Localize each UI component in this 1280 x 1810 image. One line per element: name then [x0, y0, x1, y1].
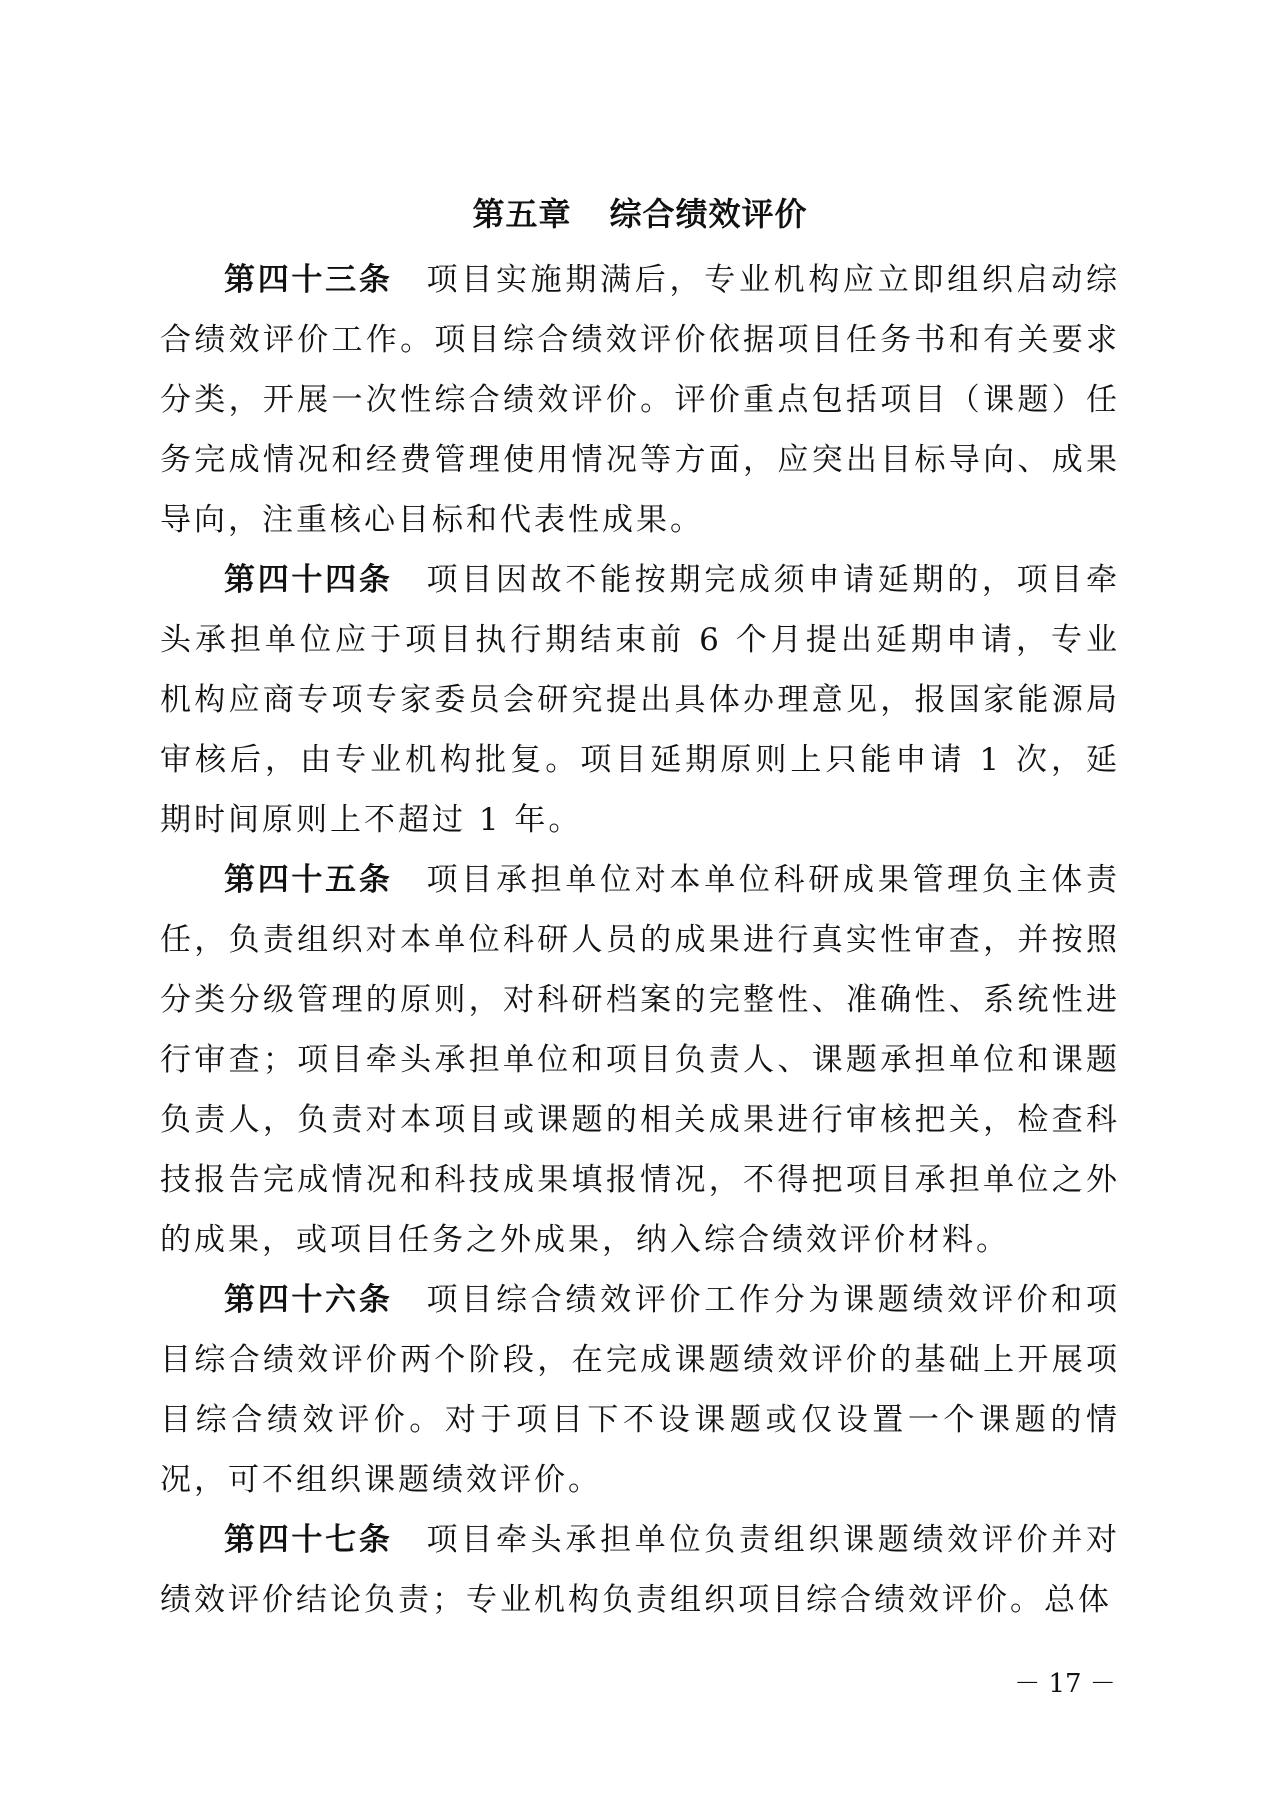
article-47-title: 第四十七条	[224, 1522, 393, 1558]
article-46-text: 项目综合绩效评价工作分为课题绩效评价和项目综合绩效评价两个阶段，在完成课题绩效评价的基础上开展项目综合绩效评价。对于项目下不设课题或仅设置一个课题的情况，可不组织课题绩效评价。	[160, 1282, 1121, 1498]
article-47-text: 项目牵头承担单位负责组织课题绩效评价并对绩效评价结论负责；专业机构负责组织项目综合绩效评价。总体	[160, 1522, 1121, 1618]
chapter-number: 第五章	[472, 195, 572, 233]
page-number: － 17 －	[1014, 1669, 1116, 1699]
article-47	[160, 1510, 1120, 1630]
article-44-text: 项目因故不能按期完成须申请延期的，项目牵头承担单位应于项目执行期结束前 6 个月提出延期申请，专业机构应商专项专家委员会研究提出具体办理意见，报国家能源局审核后，由专业机构批复。项目延期原则上只能申请 1 次，延期时间原则上不超过 1 年。	[160, 562, 1121, 838]
article-43	[160, 250, 1120, 550]
article-44	[160, 550, 1120, 850]
chapter-body	[160, 250, 1120, 1630]
article-45-title: 第四十五条	[224, 862, 393, 898]
article-45	[160, 850, 1120, 1270]
chapter-heading	[0, 194, 1280, 234]
article-46-title: 第四十六条	[224, 1282, 393, 1318]
chapter-title: 综合绩效评价	[609, 195, 808, 233]
article-46	[160, 1270, 1120, 1510]
article-45-text: 项目承担单位对本单位科研成果管理负主体责任，负责组织对本单位科研人员的成果进行真实性审查，并按照分类分级管理的原则，对科研档案的完整性、准确性、系统性进行审查；项目牵头承担单位和项目负责人、课题承担单位和课题负责人，负责对本项目或课题的相关成果进行审核把关，检查科技报告完成情况和科技成果填报情况，不得把项目承担单位之外的成果，或项目任务之外成果，纳入综合绩效评价材料。	[160, 862, 1121, 1258]
article-43-title: 第四十三条	[224, 262, 393, 298]
article-43-text: 项目实施期满后，专业机构应立即组织启动综合绩效评价工作。项目综合绩效评价依据项目任务书和有关要求分类，开展一次性综合绩效评价。评价重点包括项目（课题）任务完成情况和经费管理使用情况等方面，应突出目标导向、成果导向，注重核心目标和代表性成果。	[160, 262, 1121, 538]
article-44-title: 第四十四条	[224, 562, 393, 598]
